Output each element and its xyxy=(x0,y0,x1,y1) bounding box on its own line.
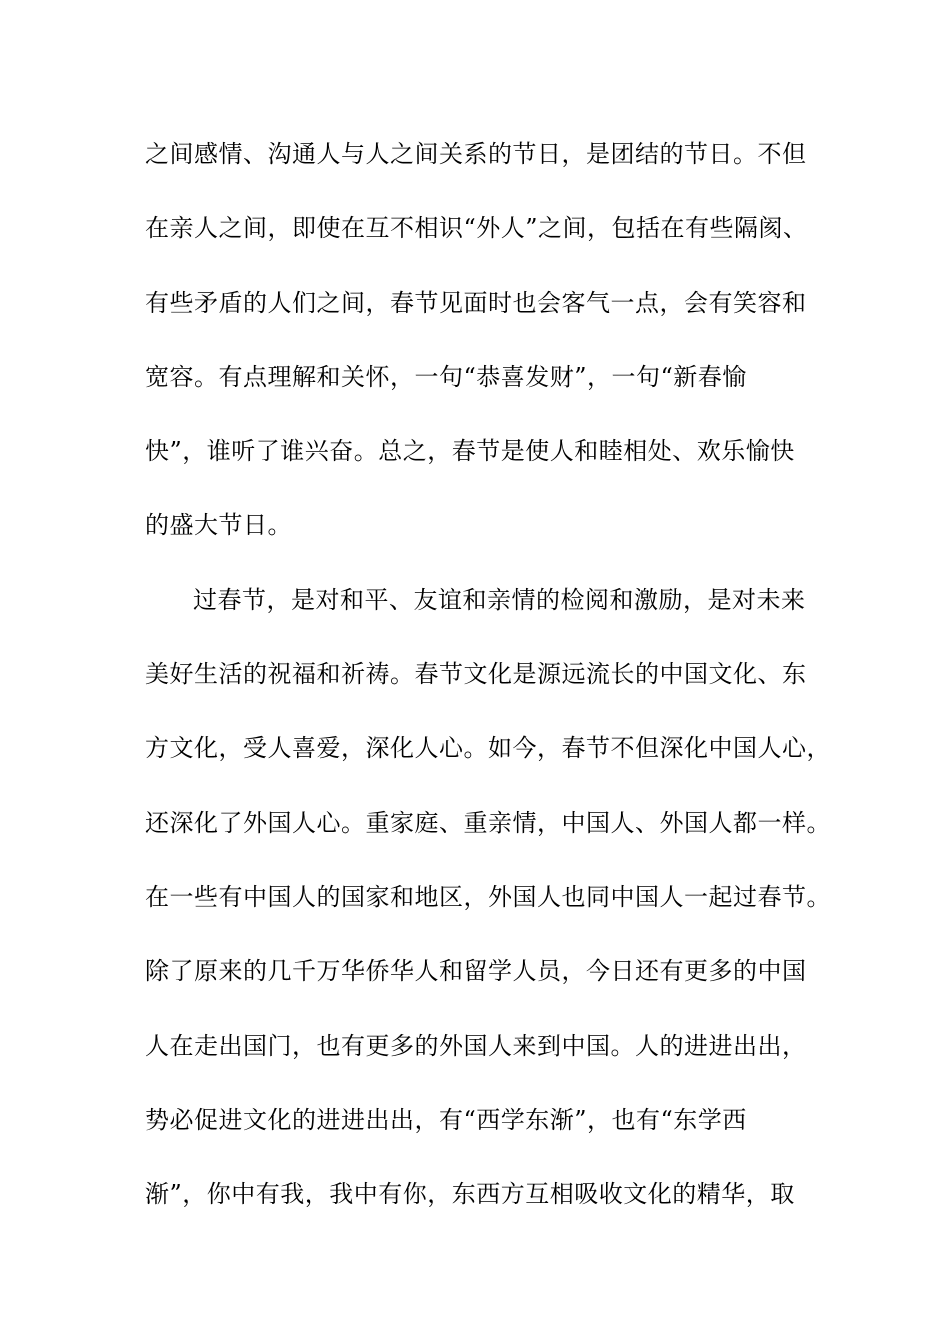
text-line: 人在走出国门，也有更多的外国人来到中国。人的进进出出， xyxy=(145,1031,807,1060)
text-line: 在一些有中国人的国家和地区，外国人也同中国人一起过春节。 xyxy=(145,882,831,911)
document-body xyxy=(145,130,831,1244)
text-line: 势必促进文化的进进出出，有“西学东渐”，也有“东学西 xyxy=(145,1105,747,1134)
text-line: 美好生活的祝福和祈祷。春节文化是源远流长的中国文化、东 xyxy=(145,660,807,689)
text-line: 快”，谁听了谁兴奋。总之，春节是使人和睦相处、欢乐愉快 xyxy=(145,437,795,466)
text-line: 过春节，是对和平、友谊和亲情的检阅和激励，是对未来 xyxy=(193,585,806,614)
text-line: 有些矛盾的人们之间，春节见面时也会客气一点，会有笑容和 xyxy=(145,288,807,317)
text-line: 渐”，你中有我，我中有你，东西方互相吸收文化的精华，取 xyxy=(145,1180,795,1209)
text-line: 还深化了外国人心。重家庭、重亲情，中国人、外国人都一样。 xyxy=(145,808,831,837)
text-line: 的盛大节日。 xyxy=(145,511,292,540)
text-line: 宽容。有点理解和关怀，一句“恭喜发财”，一句“新春愉 xyxy=(145,362,747,391)
text-line: 在亲人之间，即使在互不相识“外人”之间，包括在有些隔阂、 xyxy=(145,214,808,243)
text-line: 之间感情、沟通人与人之间关系的节日，是团结的节日。不但 xyxy=(145,140,807,168)
text-line: 除了原来的几千万华侨华人和留学人员，今日还有更多的中国 xyxy=(145,957,807,986)
text-line: 方文化，受人喜爱，深化人心。如今，春节不但深化中国人心， xyxy=(145,734,831,763)
